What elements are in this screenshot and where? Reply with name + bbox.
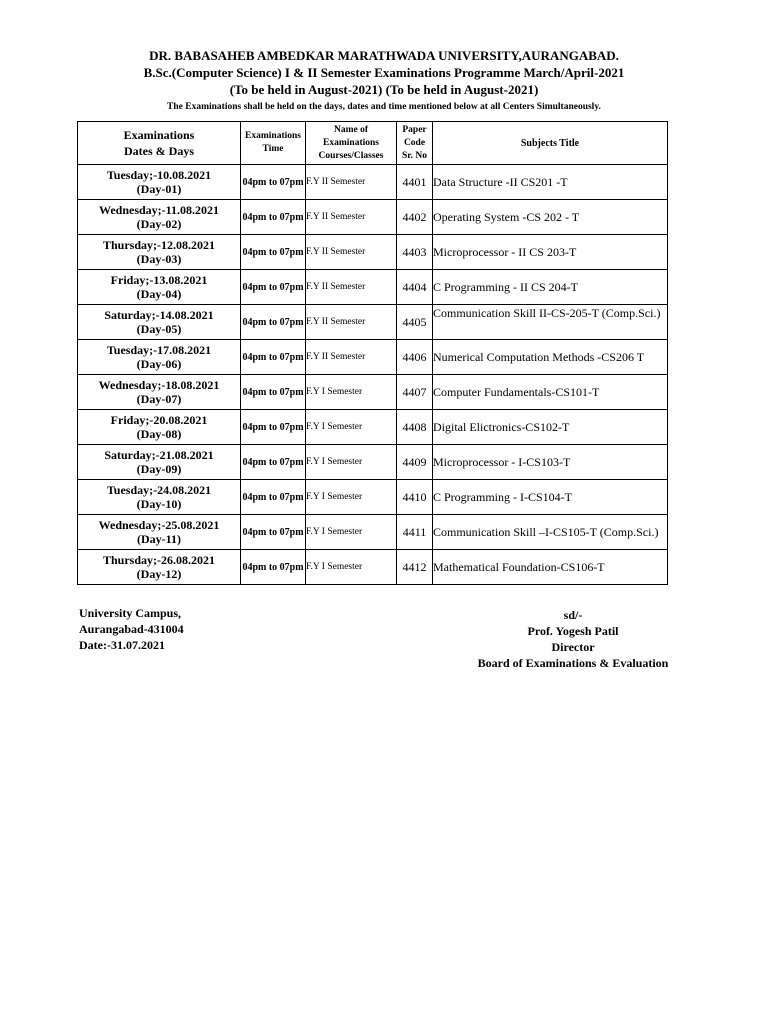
- subject-title: Operating System -CS 202 - T: [433, 200, 668, 235]
- exam-day: (Day-10): [136, 497, 182, 511]
- exam-date-cell: [78, 270, 241, 305]
- header-class-line3: Courses/Classes: [318, 150, 384, 161]
- exam-day: (Day-07): [136, 392, 182, 406]
- header-time-line2: Time: [262, 144, 284, 154]
- paper-code: 4412: [397, 550, 433, 585]
- exam-day: (Day-03): [136, 252, 182, 266]
- subject-title: Data Structure -II CS201 -T: [433, 165, 668, 200]
- exam-date-cell: [78, 410, 241, 445]
- exam-date-cell: [78, 515, 241, 550]
- table-row: [78, 410, 668, 445]
- header-time: [241, 122, 306, 165]
- exam-class: F.Y I Semester: [306, 410, 397, 445]
- exam-class: F.Y I Semester: [306, 480, 397, 515]
- exam-day: (Day-05): [136, 322, 182, 336]
- table-row: [78, 165, 668, 200]
- exam-class: F.Y II Semester: [306, 165, 397, 200]
- exam-date: Saturday;-14.08.2021: [104, 308, 214, 322]
- exam-day: (Day-01): [136, 182, 182, 196]
- paper-code: 4404: [397, 270, 433, 305]
- exam-date-cell: [78, 235, 241, 270]
- issue-date: Date:-31.07.2021: [79, 638, 165, 652]
- table-row: [78, 270, 668, 305]
- exam-date-cell: [78, 165, 241, 200]
- subject-title: Microprocessor - I-CS103-T: [433, 445, 668, 480]
- address-line2: Aurangabad-431004: [79, 622, 184, 636]
- exam-date: Tuesday;-17.08.2021: [106, 343, 212, 357]
- paper-code: 4402: [397, 200, 433, 235]
- exam-date-cell: [78, 340, 241, 375]
- table-row: [78, 200, 668, 235]
- paper-code: 4405: [397, 305, 433, 340]
- table-row: [78, 445, 668, 480]
- table-row: [78, 375, 668, 410]
- exam-date: Wednesday;-25.08.2021: [98, 518, 220, 532]
- table-row: [78, 550, 668, 585]
- header-class-line1: Name of: [333, 124, 369, 135]
- header-subject: Subjects Title: [433, 122, 668, 165]
- header-code-line3: Sr. No: [402, 150, 427, 161]
- exam-date-cell: [78, 200, 241, 235]
- signature-block: [420, 607, 726, 671]
- table-row: [78, 340, 668, 375]
- exam-time: 04pm to 07pm: [241, 410, 306, 445]
- subject-title: Mathematical Foundation-CS106-T: [433, 550, 668, 585]
- paper-code: 4401: [397, 165, 433, 200]
- header-class-line2: Examinations: [323, 137, 379, 148]
- exam-day: (Day-09): [136, 462, 182, 476]
- exam-date: Friday;-20.08.2021: [110, 413, 208, 427]
- table-row: [78, 515, 668, 550]
- exam-day: (Day-12): [136, 567, 182, 581]
- exam-date-cell: [78, 445, 241, 480]
- header-dates-line2: Dates & Days: [124, 144, 194, 158]
- exam-class: F.Y I Semester: [306, 550, 397, 585]
- exam-date: Tuesday;-10.08.2021: [106, 168, 212, 182]
- signatory-board: Board of Examinations & Evaluation: [477, 656, 669, 670]
- exam-time: 04pm to 07pm: [241, 235, 306, 270]
- exam-day: (Day-11): [137, 532, 181, 546]
- programme-title: B.Sc.(Computer Science) I & II Semester Examinations Programme March/April-2021: [143, 65, 625, 80]
- header-time-line1: Examinations: [245, 131, 301, 141]
- header-code-line1: Paper: [402, 124, 427, 135]
- exam-time: 04pm to 07pm: [241, 200, 306, 235]
- exam-date-cell: [78, 550, 241, 585]
- header-dates-line1: Examinations: [123, 128, 195, 142]
- subject-title: C Programming - II CS 204-T: [433, 270, 668, 305]
- exam-date: Tuesday;-24.08.2021: [106, 483, 212, 497]
- exam-date-cell: [78, 305, 241, 340]
- header-paper-code: [397, 122, 433, 165]
- subject-title: Microprocessor - II CS 203-T: [433, 235, 668, 270]
- exam-time: 04pm to 07pm: [241, 305, 306, 340]
- table-row: [78, 305, 668, 340]
- exam-class: F.Y II Semester: [306, 340, 397, 375]
- signatory-name: Prof. Yogesh Patil: [527, 624, 619, 638]
- exam-class: F.Y II Semester: [306, 200, 397, 235]
- paper-code: 4403: [397, 235, 433, 270]
- header-code-line2: Code: [403, 137, 426, 148]
- exam-day: (Day-02): [136, 217, 182, 231]
- paper-code: 4407: [397, 375, 433, 410]
- subject-title: Communication Skill –I-CS105-T (Comp.Sci.): [433, 515, 668, 550]
- exam-day: (Day-06): [136, 357, 182, 371]
- exam-day: (Day-04): [136, 287, 182, 301]
- exam-date: Wednesday;-11.08.2021: [98, 203, 219, 217]
- document-header: [0, 47, 768, 98]
- subject-title: Numerical Computation Methods -CS206 T: [433, 340, 668, 375]
- subject-title: C Programming - I-CS104-T: [433, 480, 668, 515]
- subject-title: Communication Skill II-CS-205-T (Comp.Sci.): [433, 305, 668, 340]
- paper-code: 4409: [397, 445, 433, 480]
- exam-class: F.Y II Semester: [306, 235, 397, 270]
- address-line1: University Campus,: [79, 606, 182, 620]
- exam-class: F.Y II Semester: [306, 270, 397, 305]
- subject-title: Computer Fundamentals-CS101-T: [433, 375, 668, 410]
- exam-class: F.Y I Semester: [306, 445, 397, 480]
- exam-date: Saturday;-21.08.2021: [104, 448, 214, 462]
- held-note: (To be held in August-2021) (To be held in August-2021): [229, 82, 539, 97]
- exam-time: 04pm to 07pm: [241, 340, 306, 375]
- exam-date: Thursday;-12.08.2021: [102, 238, 215, 252]
- exam-date-cell: [78, 375, 241, 410]
- table-row: [78, 235, 668, 270]
- paper-code: 4410: [397, 480, 433, 515]
- header-dates-days: [78, 122, 241, 165]
- header-class: [306, 122, 397, 165]
- exam-class: F.Y I Semester: [306, 375, 397, 410]
- exam-time: 04pm to 07pm: [241, 480, 306, 515]
- examination-notice: The Examinations shall be held on the days, dates and time mentioned below at all Centers Simultaneously.: [167, 102, 601, 112]
- table-header-row: [78, 122, 668, 165]
- exam-day: (Day-08): [136, 427, 182, 441]
- exam-date-cell: [78, 480, 241, 515]
- exam-date: Thursday;-26.08.2021: [102, 553, 215, 567]
- exam-time: 04pm to 07pm: [241, 270, 306, 305]
- address-block: [79, 605, 184, 653]
- university-title: DR. BABASAHEB AMBEDKAR MARATHWADA UNIVERSITY,AURANGABAD.: [149, 48, 619, 63]
- exam-time: 04pm to 07pm: [241, 550, 306, 585]
- exam-date: Wednesday;-18.08.2021: [98, 378, 220, 392]
- exam-time: 04pm to 07pm: [241, 165, 306, 200]
- exam-schedule-table: [77, 121, 668, 585]
- paper-code: 4406: [397, 340, 433, 375]
- subject-title: Digital Elictronics-CS102-T: [433, 410, 668, 445]
- exam-class: F.Y I Semester: [306, 515, 397, 550]
- exam-class: F.Y II Semester: [306, 305, 397, 340]
- exam-date: Friday;-13.08.2021: [110, 273, 208, 287]
- signatory-designation: Director: [551, 640, 595, 654]
- exam-time: 04pm to 07pm: [241, 445, 306, 480]
- table-row: [78, 480, 668, 515]
- signature-mark: sd/-: [563, 608, 583, 622]
- exam-time: 04pm to 07pm: [241, 515, 306, 550]
- exam-time: 04pm to 07pm: [241, 375, 306, 410]
- paper-code: 4408: [397, 410, 433, 445]
- paper-code: 4411: [397, 515, 433, 550]
